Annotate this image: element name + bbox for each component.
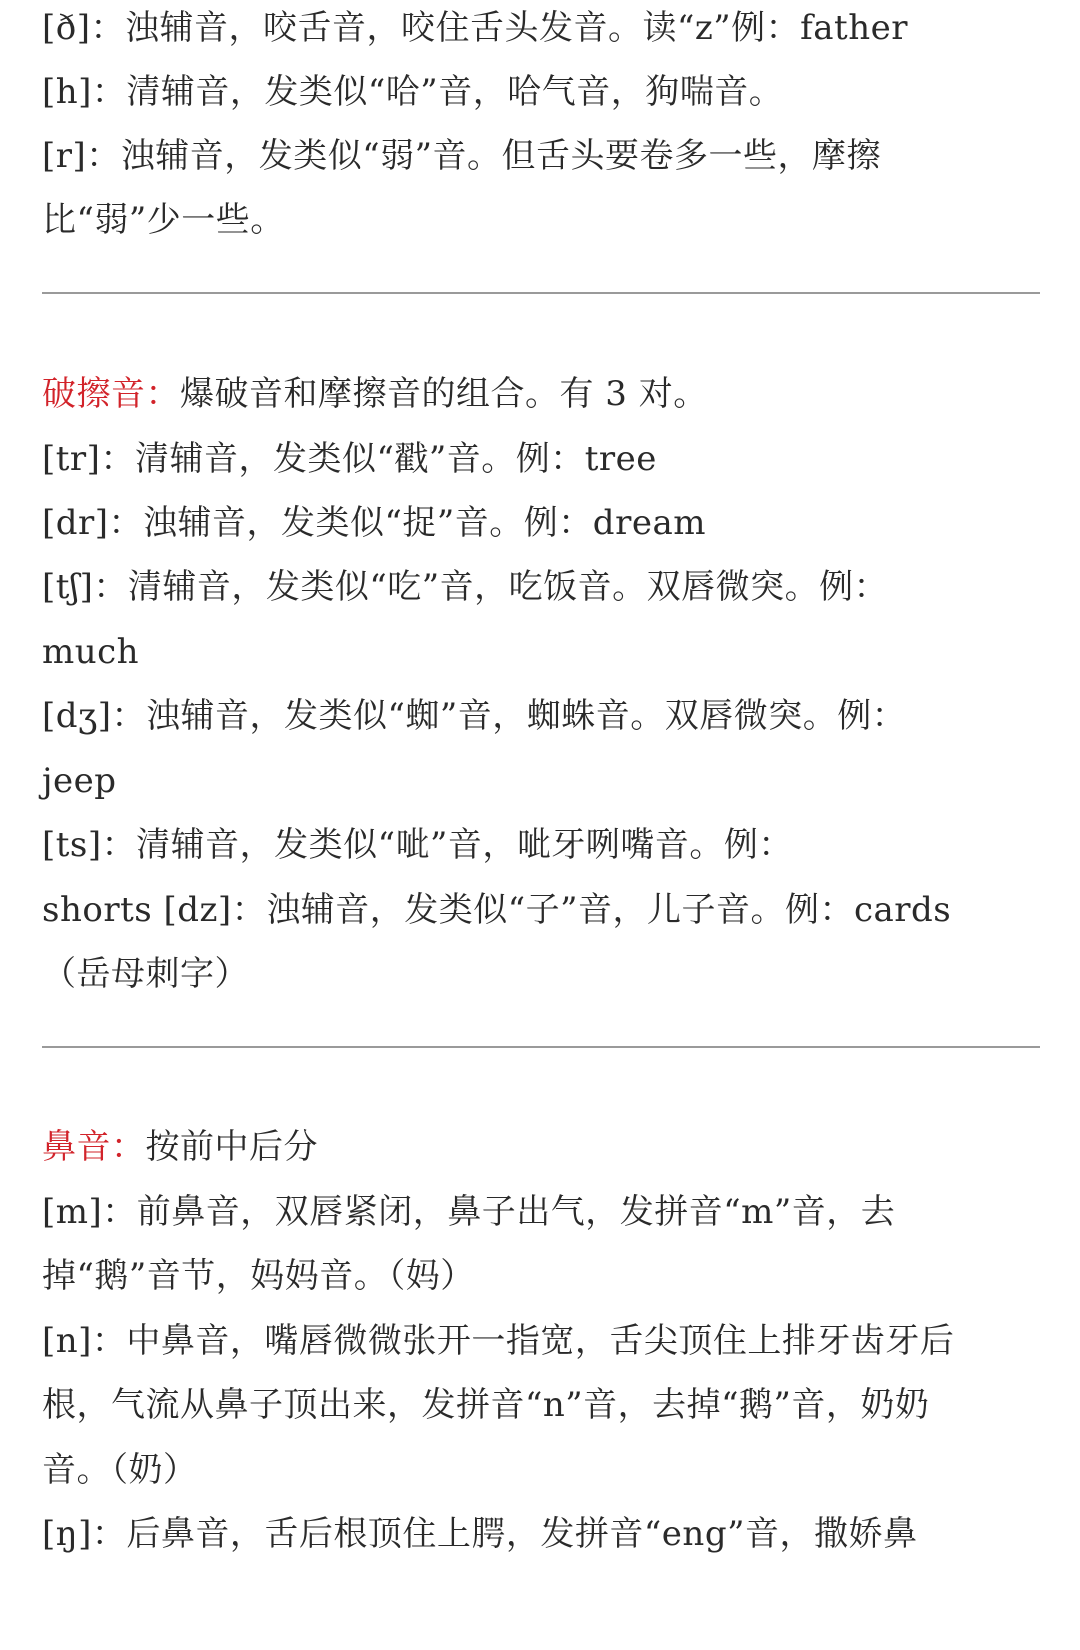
section-heading-nasals: 鼻音： — [42, 1127, 146, 1167]
paragraph-line: 音。（奶） — [42, 1450, 198, 1490]
section-intro: 按前中后分 — [145, 1127, 318, 1167]
section-divider — [42, 1046, 1040, 1048]
section-heading-line — [42, 1125, 1040, 1169]
paragraph-line: （岳母刺字） — [42, 954, 249, 994]
section-heading-line — [42, 372, 1040, 416]
paragraph-line: much — [42, 632, 140, 672]
section-heading-affricates: 破擦音： — [42, 374, 180, 414]
paragraph-line: [dʒ]：浊辅音，发类似“蜘”音，蜘蛛音。双唇微突。例： — [42, 696, 907, 736]
paragraph-line: 比“弱”少一些。 — [42, 200, 285, 240]
paragraph-line: 根，气流从鼻子顶出来，发拼音“n”音，去掉“鹅”音，奶奶 — [42, 1385, 930, 1425]
paragraph-line: [ŋ]：后鼻音，舌后根顶住上腭，发拼音“eng”音，撒娇鼻 — [42, 1514, 918, 1554]
paragraph-line: jeep — [42, 761, 117, 801]
paragraph-line: [r]：浊辅音，发类似“弱”音。但舌头要卷多一些，摩擦 — [42, 136, 882, 176]
paragraph-line: [tr]：清辅音，发类似“戳”音。例：tree — [42, 439, 657, 479]
paragraph-line: [h]：清辅音，发类似“哈”音，哈气音，狗喘音。 — [42, 72, 784, 112]
paragraph-line: [ð]：浊辅音，咬舌音，咬住舌头发音。读“z”例：father — [42, 8, 908, 48]
section-divider — [42, 292, 1040, 294]
paragraph-line: shorts [dz]：浊辅音，发类似“子”音，儿子音。例：cards — [42, 890, 952, 930]
paragraph-line: [dr]：浊辅音，发类似“捉”音。例：dream — [42, 503, 706, 543]
section-intro: 爆破音和摩擦音的组合。有 3 对。 — [180, 374, 708, 414]
paragraph-line: [m]：前鼻音，双唇紧闭，鼻子出气，发拼音“m”音，去 — [42, 1192, 896, 1232]
paragraph-line: 掉“鹅”音节，妈妈音。（妈） — [42, 1256, 475, 1296]
paragraph-line: [tʃ]：清辅音，发类似“吃”音，吃饭音。双唇微突。例： — [42, 567, 889, 607]
paragraph-line: [ts]：清辅音，发类似“呲”音，呲牙咧嘴音。例： — [42, 825, 793, 865]
paragraph-line: [n]：中鼻音，嘴唇微微张开一指宽，舌尖顶住上排牙齿牙后 — [42, 1321, 955, 1361]
